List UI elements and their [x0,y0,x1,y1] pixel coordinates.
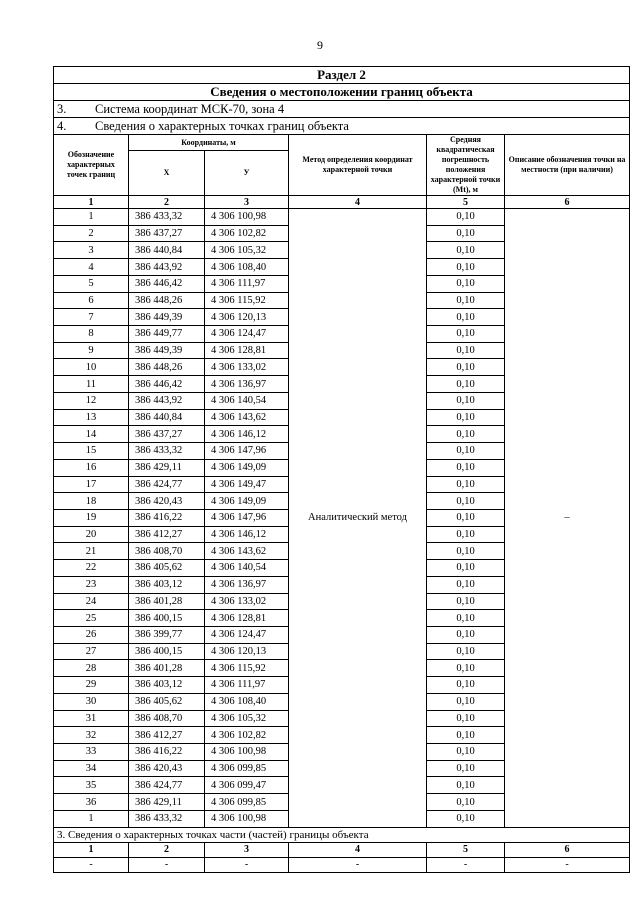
point-number: 18 [54,493,129,510]
column-number: 2 [129,842,205,857]
error-cell: 0,10 [427,392,505,409]
error-cell: 0,10 [427,643,505,660]
point-number: 19 [54,509,129,526]
point-number: 10 [54,359,129,376]
error-cell: 0,10 [427,476,505,493]
coord-x: 386 401,28 [129,593,205,610]
point-number: 23 [54,576,129,593]
column-number: 1 [54,842,129,857]
point-number: 29 [54,677,129,694]
coord-y: 4 306 099,85 [205,794,289,811]
error-cell: 0,10 [427,409,505,426]
boundary-points-table [53,66,630,873]
point-number: 22 [54,560,129,577]
column-number: 1 [54,196,129,209]
point-number: 31 [54,710,129,727]
point-number: 7 [54,309,129,326]
page-number: 9 [317,38,323,52]
coord-x: 386 405,62 [129,560,205,577]
coord-y: 4 306 120,13 [205,643,289,660]
coord-x: 386 433,32 [129,810,205,827]
empty-cell: - [505,857,630,872]
error-cell: 0,10 [427,526,505,543]
point-number: 21 [54,543,129,560]
column-number: 4 [289,842,427,857]
point-number: 13 [54,409,129,426]
error-cell: 0,10 [427,744,505,761]
error-cell: 0,10 [427,710,505,727]
error-cell: 0,10 [427,727,505,744]
point-number: 9 [54,342,129,359]
error-cell: 0,10 [427,677,505,694]
description-cell: – [505,209,630,828]
error-cell: 0,10 [427,760,505,777]
error-cell: 0,10 [427,443,505,460]
coord-x: 386 416,22 [129,744,205,761]
error-cell: 0,10 [427,610,505,627]
coord-y: 4 306 115,92 [205,292,289,309]
error-cell: 0,10 [427,376,505,393]
point-number: 34 [54,760,129,777]
coord-x: 386 448,26 [129,292,205,309]
coord-x: 386 400,15 [129,610,205,627]
header-x: X [129,151,205,196]
error-cell: 0,10 [427,359,505,376]
coord-y: 4 306 146,12 [205,426,289,443]
error-cell: 0,10 [427,309,505,326]
coord-y: 4 306 111,97 [205,677,289,694]
coordinate-system-text: Система координат МСК-70, зона 4 [95,101,285,116]
item-number: 3. [57,101,67,116]
point-number: 16 [54,459,129,476]
header-y: У [205,151,289,196]
coord-y: 4 306 100,98 [205,209,289,226]
point-number: 17 [54,476,129,493]
point-number: 14 [54,426,129,443]
point-number: 1 [54,810,129,827]
column-number: 3 [205,842,289,857]
coord-y: 4 306 146,12 [205,526,289,543]
error-cell: 0,10 [427,693,505,710]
error-cell: 0,10 [427,242,505,259]
coord-x: 386 429,11 [129,794,205,811]
coord-x: 386 408,70 [129,710,205,727]
point-number: 33 [54,744,129,761]
coord-x: 386 449,39 [129,309,205,326]
error-cell: 0,10 [427,493,505,510]
coord-y: 4 306 124,47 [205,626,289,643]
coord-y: 4 306 108,40 [205,259,289,276]
coord-y: 4 306 099,85 [205,760,289,777]
point-number: 24 [54,593,129,610]
error-cell: 0,10 [427,259,505,276]
coord-y: 4 306 149,47 [205,476,289,493]
header-coords: Координаты, м [129,135,289,151]
empty-cell: - [54,857,129,872]
coord-x: 386 448,26 [129,359,205,376]
point-number: 32 [54,727,129,744]
coord-x: 386 440,84 [129,409,205,426]
error-cell: 0,10 [427,209,505,226]
coord-x: 386 403,12 [129,576,205,593]
error-cell: 0,10 [427,292,505,309]
error-cell: 0,10 [427,626,505,643]
point-number: 5 [54,275,129,292]
column-number: 3 [205,196,289,209]
point-number: 30 [54,693,129,710]
coord-y: 4 306 108,40 [205,693,289,710]
coord-y: 4 306 100,98 [205,744,289,761]
empty-cell: - [205,857,289,872]
point-number: 27 [54,643,129,660]
coord-x: 386 437,27 [129,225,205,242]
coord-y: 4 306 140,54 [205,392,289,409]
coord-x: 386 401,28 [129,660,205,677]
coord-y: 4 306 133,02 [205,359,289,376]
coord-y: 4 306 120,13 [205,309,289,326]
coord-x: 386 443,92 [129,259,205,276]
point-number: 35 [54,777,129,794]
coord-y: 4 306 102,82 [205,225,289,242]
section-subtitle: Сведения о местоположении границ объекта [54,84,630,101]
coordinate-system-line [54,101,630,118]
coord-x: 386 449,39 [129,342,205,359]
point-number: 4 [54,259,129,276]
coord-y: 4 306 140,54 [205,560,289,577]
header-error: Средняя квадратическая погрешность положения характерной точки (Mt), м [427,135,505,196]
point-number: 20 [54,526,129,543]
error-cell: 0,10 [427,576,505,593]
point-number: 15 [54,443,129,460]
coord-y: 4 306 124,47 [205,326,289,343]
coord-y: 4 306 133,02 [205,593,289,610]
point-number: 2 [54,225,129,242]
point-number: 26 [54,626,129,643]
error-cell: 0,10 [427,810,505,827]
point-number: 8 [54,326,129,343]
column-number: 6 [505,196,630,209]
coord-x: 386 412,27 [129,526,205,543]
error-cell: 0,10 [427,794,505,811]
point-number: 6 [54,292,129,309]
error-cell: 0,10 [427,275,505,292]
part-section-title: 3. Сведения о характерных точках части (частей) границы объекта [54,827,630,842]
error-cell: 0,10 [427,543,505,560]
coord-y: 4 306 105,32 [205,242,289,259]
column-number: 6 [505,842,630,857]
error-cell: 0,10 [427,593,505,610]
table-row [54,209,630,226]
point-number: 28 [54,660,129,677]
coord-x: 386 399,77 [129,626,205,643]
coord-x: 386 449,77 [129,326,205,343]
coord-x: 386 405,62 [129,693,205,710]
coord-y: 4 306 147,96 [205,509,289,526]
error-cell: 0,10 [427,342,505,359]
error-cell: 0,10 [427,777,505,794]
coord-y: 4 306 143,62 [205,409,289,426]
point-number: 36 [54,794,129,811]
coord-x: 386 424,77 [129,476,205,493]
error-cell: 0,10 [427,426,505,443]
coord-x: 386 446,42 [129,376,205,393]
coord-x: 386 416,22 [129,509,205,526]
header-method: Метод определения координат характерной точки [289,135,427,196]
coord-x: 386 429,11 [129,459,205,476]
empty-cell: - [129,857,205,872]
coord-y: 4 306 102,82 [205,727,289,744]
error-cell: 0,10 [427,509,505,526]
header-point: Обозначение характерных точек границ [54,135,129,196]
coord-x: 386 420,43 [129,760,205,777]
error-cell: 0,10 [427,326,505,343]
point-number: 12 [54,392,129,409]
coord-x: 386 443,92 [129,392,205,409]
coord-x: 386 433,32 [129,443,205,460]
column-number: 4 [289,196,427,209]
error-cell: 0,10 [427,560,505,577]
method-cell: Аналитический метод [289,209,427,828]
coord-y: 4 306 099,47 [205,777,289,794]
item-number: 4. [57,118,67,133]
error-cell: 0,10 [427,225,505,242]
column-number: 2 [129,196,205,209]
coord-y: 4 306 128,81 [205,342,289,359]
empty-cell: - [289,857,427,872]
header-description: Описание обозначения точки на местности (при наличии) [505,135,630,196]
coord-x: 386 400,15 [129,643,205,660]
coord-y: 4 306 111,97 [205,275,289,292]
column-number: 5 [427,842,505,857]
column-number: 5 [427,196,505,209]
coord-x: 386 403,12 [129,677,205,694]
point-number: 3 [54,242,129,259]
coord-y: 4 306 100,98 [205,810,289,827]
point-number: 11 [54,376,129,393]
empty-cell: - [427,857,505,872]
coord-x: 386 408,70 [129,543,205,560]
coord-x: 386 437,27 [129,426,205,443]
coord-y: 4 306 115,92 [205,660,289,677]
characteristic-points-text: Сведения о характерных точках границ объекта [95,118,349,133]
coord-y: 4 306 105,32 [205,710,289,727]
error-cell: 0,10 [427,660,505,677]
coord-x: 386 446,42 [129,275,205,292]
characteristic-points-line [54,118,630,135]
error-cell: 0,10 [427,459,505,476]
coord-y: 4 306 149,09 [205,459,289,476]
coord-y: 4 306 143,62 [205,543,289,560]
coord-x: 386 433,32 [129,209,205,226]
coord-x: 386 440,84 [129,242,205,259]
coord-y: 4 306 136,97 [205,376,289,393]
point-number: 25 [54,610,129,627]
coord-x: 386 420,43 [129,493,205,510]
coord-x: 386 412,27 [129,727,205,744]
section-title: Раздел 2 [54,67,630,84]
coord-y: 4 306 147,96 [205,443,289,460]
coord-y: 4 306 136,97 [205,576,289,593]
coord-y: 4 306 128,81 [205,610,289,627]
coord-y: 4 306 149,09 [205,493,289,510]
coord-x: 386 424,77 [129,777,205,794]
point-number: 1 [54,209,129,226]
